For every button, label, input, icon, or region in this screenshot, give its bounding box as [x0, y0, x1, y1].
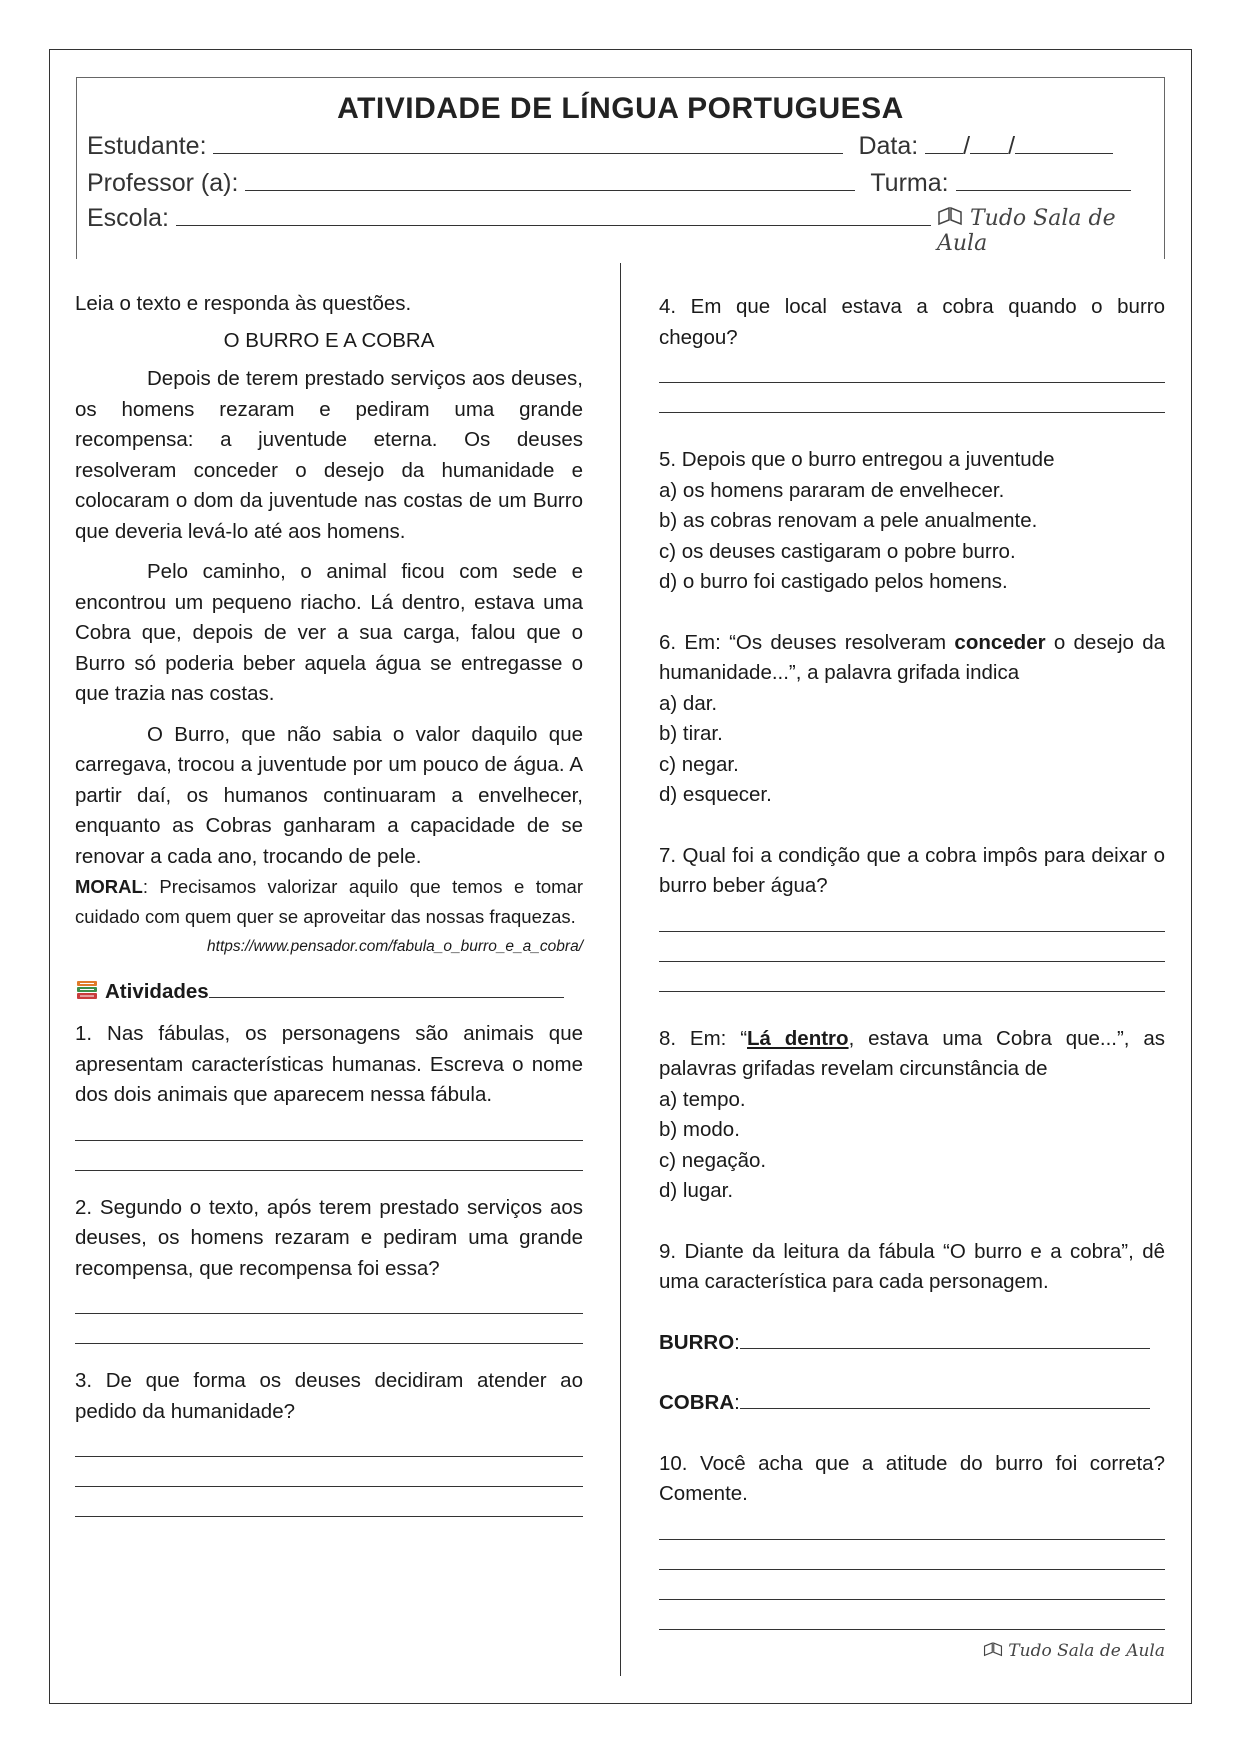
- colon: :: [734, 1391, 740, 1414]
- question-1: 1. Nas fábulas, os personagens são animais que apresentam características humanas. Escreva o nome dos dois animais que aparecem nessa fábula.: [75, 1022, 583, 1106]
- footer-brand-logo: [659, 1636, 1165, 1667]
- answer-line[interactable]: [659, 902, 1165, 932]
- teacher-row: [87, 169, 1131, 198]
- q5-option[interactable]: c) os deuses castigaram o pobre burro.: [659, 539, 1016, 563]
- cobra-answer-field[interactable]: [740, 1388, 1150, 1409]
- book-icon: [937, 204, 963, 230]
- answer-line[interactable]: [75, 1314, 583, 1344]
- answer-line[interactable]: [659, 932, 1165, 962]
- school-field[interactable]: [176, 205, 931, 226]
- activities-underline: [209, 977, 564, 998]
- story-paragraph: Pelo caminho, o animal ficou com sede e encontrou um pequeno riacho. Lá dentro, estava uma Cobra que, depois de ver a sua carga, falou que o Burro só poderia beber aquela água se entregasse o que trazia nas costas.: [75, 560, 583, 705]
- answer-line[interactable]: [659, 1570, 1165, 1600]
- date-separator: /: [963, 132, 971, 160]
- q5-option[interactable]: d) o burro foi castigado pelos homens.: [659, 570, 1008, 593]
- q5-option[interactable]: a) os homens pararam de envelhecer.: [659, 478, 1005, 502]
- moral-text: : Precisamos valorizar aquilo que temos e tomar cuidado com quem quer se aproveitar das nossas fraquezas.: [75, 876, 583, 927]
- student-field[interactable]: [213, 133, 843, 154]
- class-field[interactable]: [956, 170, 1131, 191]
- source-url: https://www.pensador.com/fabula_o_burro_e_a_cobra/: [207, 938, 583, 955]
- question-3: 3. De que forma os deuses decidiram atender ao pedido da humanidade?: [75, 1369, 583, 1423]
- story-paragraph: O Burro, que não sabia o valor daquilo que carregava, trocou a juventude por um pouco de água. A partir daí, os humanos continuaram a envelhecer, enquanto as Cobras ganharam a capacidade de se renovar a cada ano, trocando de pele.: [75, 722, 583, 868]
- teacher-label: Professor (a):: [87, 169, 239, 197]
- q8-option[interactable]: d) lugar.: [659, 1179, 734, 1202]
- date-day-field[interactable]: [925, 133, 963, 154]
- book-icon: [983, 1640, 1003, 1660]
- left-column: [75, 289, 583, 1517]
- cobra-row: [659, 1388, 1165, 1419]
- q8-text-post: , estava uma Cobra que...”, as palavras grifadas revelam circunstância de: [659, 1026, 1165, 1080]
- q8-option[interactable]: a) tempo.: [659, 1087, 746, 1111]
- date-year-field[interactable]: [1015, 133, 1113, 154]
- date-label: Data:: [858, 132, 919, 160]
- question-4: 4. Em que local estava a cobra quando o burro chegou?: [659, 295, 1165, 349]
- worksheet-title: ATIVIDADE DE LÍNGUA PORTUGUESA: [337, 92, 904, 125]
- answer-line[interactable]: [75, 1284, 583, 1314]
- q5-option[interactable]: b) as cobras renovam a pele anualmente.: [659, 509, 1038, 532]
- cobra-label: COBRA: [659, 1391, 735, 1414]
- q6-text-pre: 6. Em: “Os deuses resolveram: [659, 630, 955, 654]
- worksheet-header: [76, 77, 1165, 259]
- q8-option[interactable]: c) negação.: [659, 1148, 767, 1172]
- q8-highlighted-words: Lá dentro: [747, 1026, 849, 1050]
- date-month-field[interactable]: [970, 133, 1008, 154]
- answer-line[interactable]: [659, 1600, 1165, 1630]
- question-9: 9. Diante da leitura da fábula “O burro e a cobra”, dê uma característica para cada personagem.: [659, 1239, 1165, 1293]
- answer-line[interactable]: [75, 1141, 583, 1171]
- student-row: [87, 132, 1113, 161]
- answer-line[interactable]: [75, 1427, 583, 1457]
- q6-option[interactable]: d) esquecer.: [659, 783, 772, 806]
- answer-line[interactable]: [659, 1540, 1165, 1570]
- answer-line[interactable]: [75, 1457, 583, 1487]
- burro-label: BURRO: [659, 1330, 735, 1354]
- q6-option[interactable]: a) dar.: [659, 691, 718, 715]
- class-label: Turma:: [870, 169, 949, 197]
- colon: :: [734, 1330, 740, 1354]
- question-7: 7. Qual foi a condição que a cobra impôs para deixar o burro beber água?: [659, 843, 1165, 897]
- books-icon: [75, 978, 99, 1002]
- q6-highlighted-word: conceder: [954, 630, 1046, 654]
- column-divider: [620, 263, 621, 1676]
- answer-line[interactable]: [659, 353, 1165, 383]
- answer-line[interactable]: [659, 1510, 1165, 1540]
- school-label: Escola:: [87, 204, 169, 232]
- footer-brand-name: Tudo Sala de Aula: [1008, 1640, 1165, 1661]
- activities-heading: [75, 977, 583, 1008]
- right-column: [659, 292, 1165, 1666]
- q6-option[interactable]: c) negar.: [659, 752, 739, 776]
- date-separator: /: [1008, 132, 1016, 160]
- q8-option[interactable]: b) modo.: [659, 1118, 740, 1141]
- question-10: 10. Você acha que a atitude do burro foi correta? Comente.: [659, 1451, 1165, 1505]
- student-label: Estudante:: [87, 132, 207, 160]
- question-6: [659, 628, 1165, 689]
- instruction: Leia o texto e responda às questões.: [75, 292, 412, 315]
- question-5: 5. Depois que o burro entregou a juventude: [659, 448, 1055, 471]
- teacher-field[interactable]: [245, 170, 855, 191]
- burro-answer-field[interactable]: [740, 1328, 1150, 1349]
- moral-label: MORAL: [75, 876, 143, 897]
- answer-line[interactable]: [75, 1487, 583, 1517]
- school-row: [87, 204, 931, 233]
- activities-label: Atividades: [105, 979, 209, 1003]
- brand-logo: [937, 204, 1164, 256]
- question-8: [659, 1024, 1165, 1085]
- q6-option[interactable]: b) tirar.: [659, 722, 723, 745]
- q8-text-pre: 8. Em: “: [659, 1026, 748, 1050]
- moral: [75, 872, 583, 932]
- brand-name: Tudo Sala de Aula: [937, 206, 1116, 256]
- story-title: O BURRO E A COBRA: [223, 328, 435, 352]
- story-paragraph: Depois de terem prestado serviços aos deuses, os homens rezaram e pediram uma grande recompensa: a juventude eterna. Os deuses resolveram conceder o desejo da humanidade e colocaram o dom da juventude nas costas de um Burro que deveria levá-lo até aos homens.: [75, 367, 583, 543]
- burro-row: [659, 1328, 1165, 1359]
- answer-line[interactable]: [75, 1111, 583, 1141]
- question-2: 2. Segundo o texto, após terem prestado serviços aos deuses, os homens rezaram e pediram uma grande recompensa, que recompensa foi essa?: [75, 1195, 583, 1280]
- answer-line[interactable]: [659, 383, 1165, 413]
- q6-text-post: o desejo da humanidade...”, a palavra grifada indica: [659, 630, 1165, 684]
- answer-line[interactable]: [659, 962, 1165, 992]
